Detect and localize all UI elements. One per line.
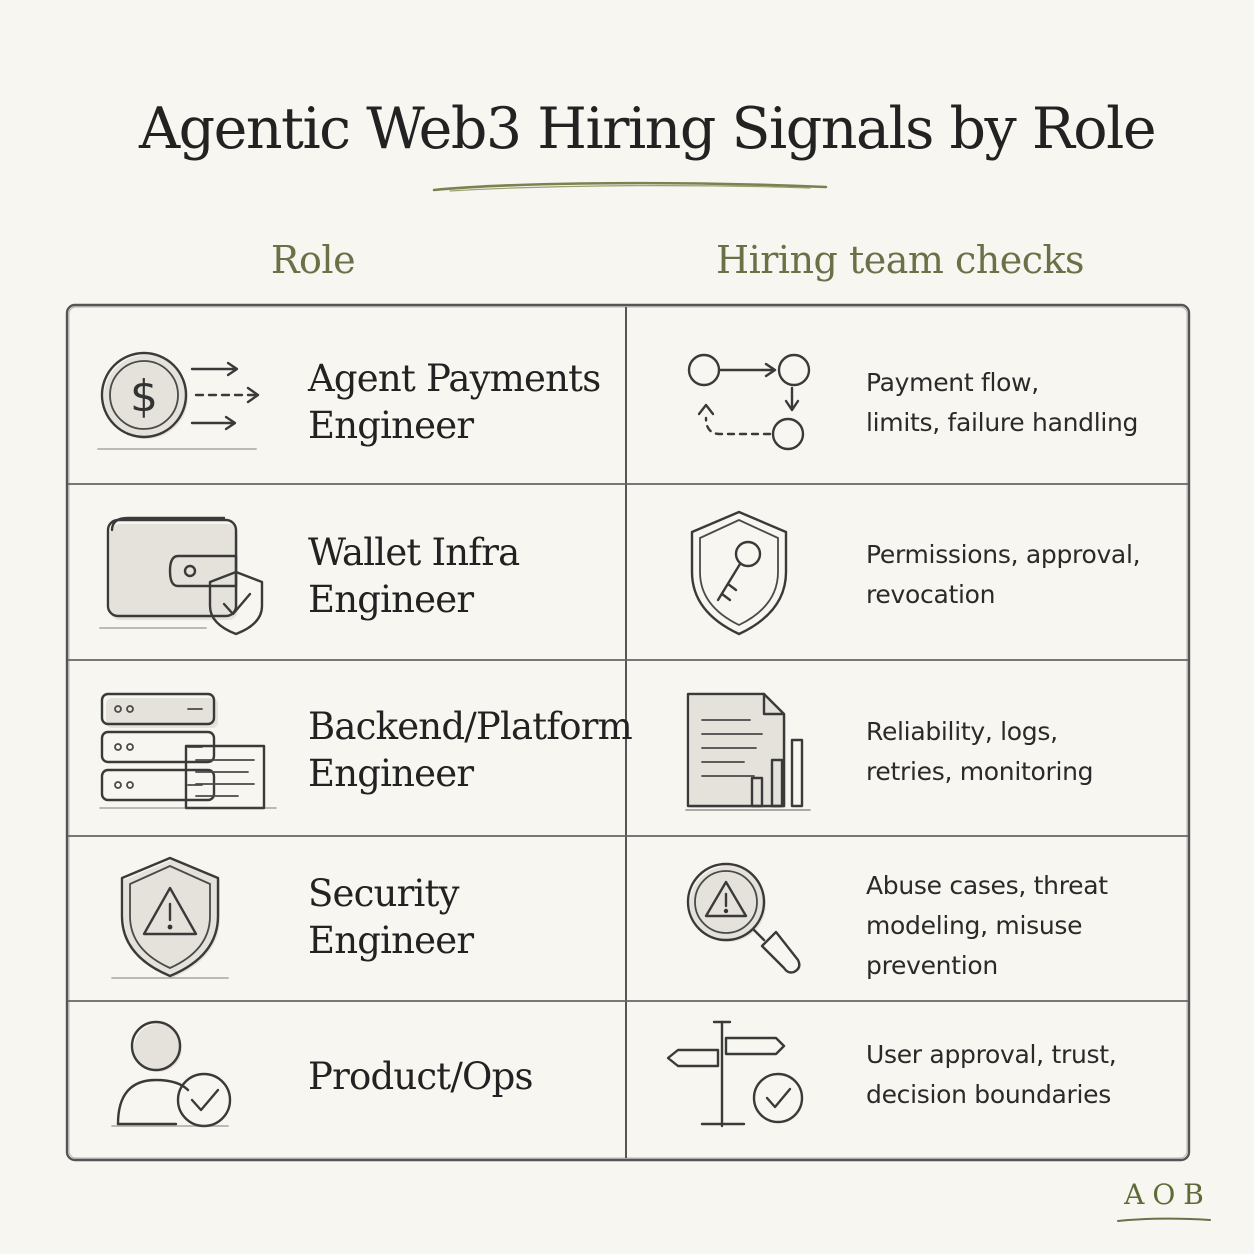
wallet-shield-icon [98,510,278,640]
svg-text:$: $ [130,371,158,422]
signpost-check-icon [664,1016,814,1132]
role-name: Product/Ops [308,1055,533,1098]
check-text: Reliability, logs, retries, monitoring [866,717,1094,786]
role-name: Agent Payments Engineer [308,357,601,447]
page-title: Agentic Web3 Hiring Signals by Role [138,96,1156,162]
server-stack-icon [98,690,278,814]
magnifier-warning-icon [684,860,808,980]
logo-underline [1116,1216,1212,1224]
role-name: Wallet Infra Engineer [308,531,520,621]
check-text: User approval, trust, decision boundaries [866,1040,1117,1109]
column-header-role: Role [270,238,356,282]
flow-nodes-icon [684,348,814,452]
check-text: Permissions, approval, revocation [866,540,1141,609]
role-name: Security Engineer [308,872,474,962]
check-text: Payment flow, limits, failure handling [866,368,1139,437]
role-name: Backend/Platform Engineer [308,705,632,795]
check-text: Abuse cases, threat modeling, misuse prevention [866,871,1108,980]
brand-logo: AOB [1124,1178,1212,1211]
shield-warning-icon [110,854,240,984]
user-check-icon [110,1018,240,1130]
report-chart-icon [684,690,814,814]
dollar-coin-arrows-icon [96,345,276,455]
shield-key-icon [684,508,794,640]
column-header-checks: Hiring team checks [715,238,1085,282]
